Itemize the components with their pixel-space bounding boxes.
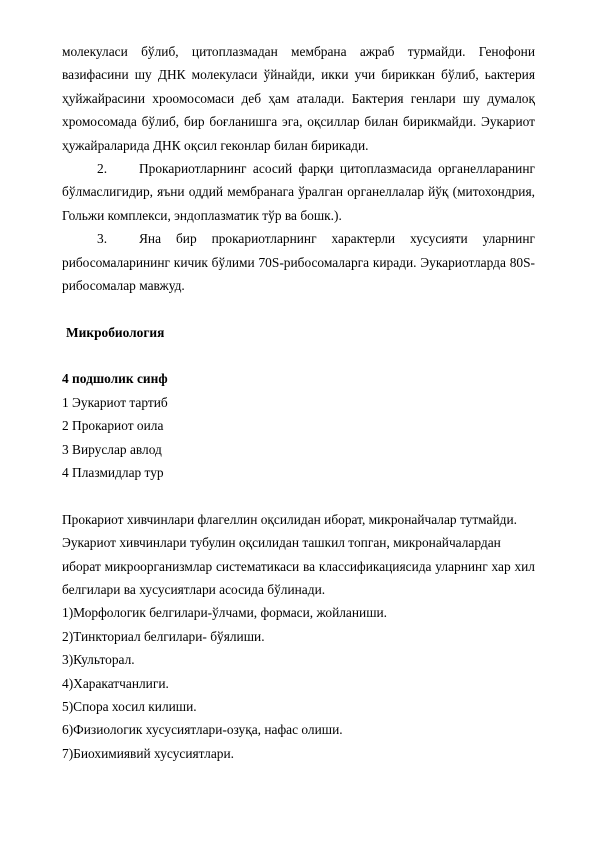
text-line: Прокариот хивчинлари флагеллин оқсилидан иборат, микронайчалар тутмайди. xyxy=(62,511,517,527)
spacer xyxy=(62,297,535,320)
spacer xyxy=(62,344,535,367)
document-page xyxy=(62,40,535,765)
text-line: ҳужайраларида ДНК оқсил геконлар билан бирикади. xyxy=(62,137,369,153)
text-line: Эукариот хивчинлари тубулин оқсилидан ташкил топган, микронайчалардан xyxy=(62,535,501,551)
numbered-item-first-line xyxy=(62,157,535,180)
list-item: 6)Физиологик хусусиятлари-озуқа, нафас олиши. xyxy=(62,722,343,738)
text-line: молекуласи бўлиб, цитоплазмадан мембрана ажраб турмайди. Генофони xyxy=(62,44,535,59)
text-line: бўлмаслигидир, яъни оддий мембранага ўралган органеллалар йўқ (митохондрия, xyxy=(62,184,535,200)
text-line: Яна бир прокариотларнинг характерли хусусияти уларнинг xyxy=(139,231,535,247)
text-line: белгилари ва хусусиятлари асосида бўлинади. xyxy=(62,581,326,597)
list-item: 4)Харакатчанлиги. xyxy=(62,675,169,691)
text-line: хромосомада бўлиб, бир боғланишга эга, оқсиллар билан бирикмайди. Эукариот xyxy=(62,114,535,130)
paragraph-flagella xyxy=(62,508,535,602)
text-line: ҳуйжайрасини хроомосомаси деб ҳам аталади. Бактерия генлари шу думалоқ xyxy=(62,90,535,106)
list-item: 2)Тинкториал белгилари- бўялиши. xyxy=(62,628,265,644)
text-line: рибосомаларининг кичик бўлими 70S-рибосомаларга киради. Эукариотларда 80S- xyxy=(62,254,535,270)
numbered-item-first-line xyxy=(62,227,535,250)
text-line: иборат микроорганизмлар систематикаси ва классификациясида уларнинг хар хил xyxy=(62,558,535,574)
list-item: 4 Плазмидлар тур xyxy=(62,465,164,481)
text-line: вазифасини шу ДНК молекуласи ўйнайди, икки учи бириккан бўлиб, ьактерия xyxy=(62,67,535,83)
list-item: 3 Вируслар авлод xyxy=(62,441,162,457)
numbered-item-2 xyxy=(62,157,535,227)
text-line: Гольжи комплекси, эндоплазматик тўр ва бошк.). xyxy=(62,207,342,223)
item-number: 2. xyxy=(97,160,108,176)
features-list xyxy=(62,601,535,765)
list-item: 1)Морфологик белгилари-ўлчами, формаси, жойланиши. xyxy=(62,605,388,621)
list-item: 3)Культорал. xyxy=(62,652,135,668)
paragraph-prokaryote-genome xyxy=(62,40,535,157)
taxonomy-list xyxy=(62,367,535,484)
taxonomy-title: 4 подшолик синф xyxy=(62,371,168,387)
list-item: 5)Спора хосил килиши. xyxy=(62,698,197,714)
numbered-item-3 xyxy=(62,227,535,297)
spacer xyxy=(62,484,535,507)
section-heading: Микробиология xyxy=(66,324,165,340)
list-item: 1 Эукариот тартиб xyxy=(62,394,168,410)
text-line: рибосомалар мавжуд. xyxy=(62,277,185,293)
text-line: Прокариотларнинг асосий фарқи цитоплазмасида органелларанинг xyxy=(139,160,535,176)
list-item: 7)Биохимиявий хусусиятлари. xyxy=(62,745,234,761)
list-item: 2 Прокариот оила xyxy=(62,418,164,434)
item-number: 3. xyxy=(97,231,108,247)
